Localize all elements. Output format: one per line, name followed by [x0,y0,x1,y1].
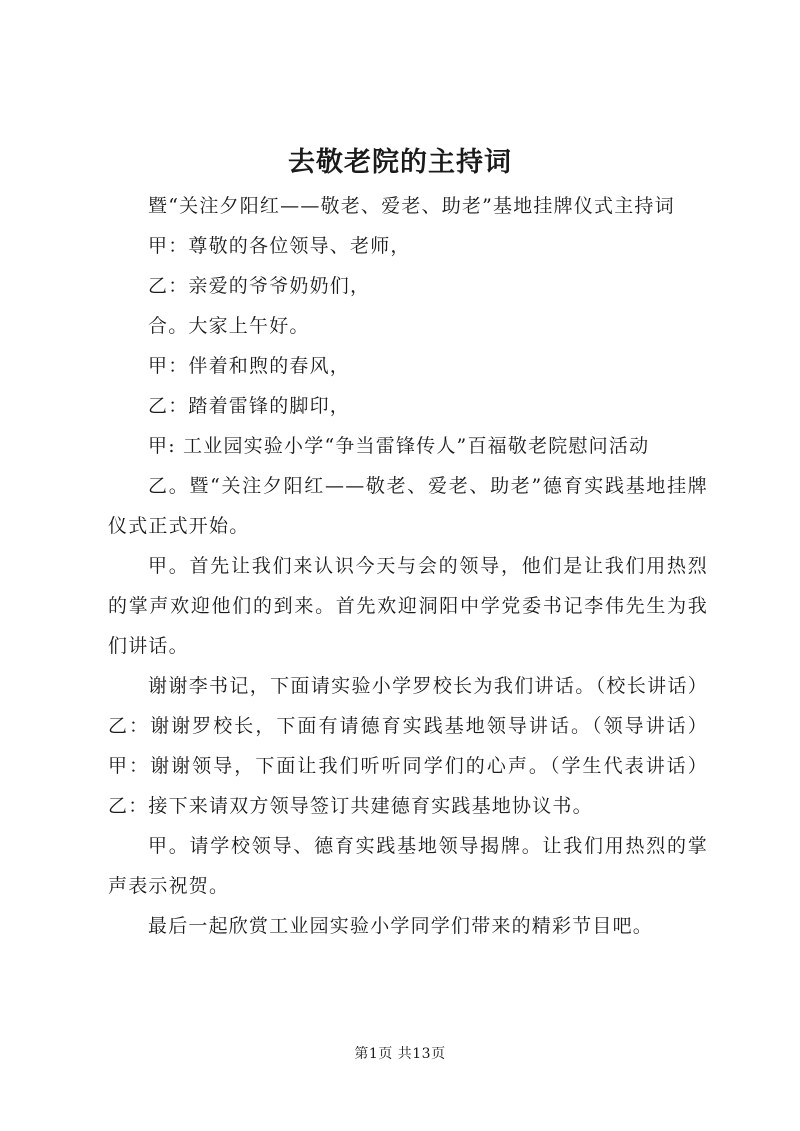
paragraph-greeting-leaders: 甲：尊敬的各位领导、老师， [148,235,411,257]
paragraph-speeches: 谢谢李书记，下面请实验小学罗校长为我们讲话。（校长讲话）乙：谢谢罗校长，下面有请德育实践基地领导讲话。（领导讲话）甲：谢谢领导，下面让我们听听同学们的心声。（学生代表讲话）乙：接下来请双方领导签订共建德育实践基地协议书。 [108,675,708,817]
document-body [108,186,708,946]
paragraph-intro: 暨“关注夕阳红——敬老、爱老、助老”基地挂牌仪式主持词 [148,195,675,217]
paragraph-greeting-elders: 乙：亲爱的爷爷奶奶们， [148,275,371,297]
document-title: 去敬老院的主持词 [288,147,512,178]
paragraph-unveiling: 甲。请学校领导、德育实践基地领导揭牌。让我们用热烈的掌声表示祝贺。 [108,835,708,897]
paragraph-closing: 最后一起欣赏工业园实验小学同学们带来的精彩节目吧。 [148,915,654,937]
paragraph-spring-breeze: 甲：伴着和煦的春风， [148,355,351,377]
paragraph-lei-feng: 乙：踏着雷锋的脚印， [148,395,351,417]
paragraph-good-morning: 合。大家上午好。 [148,315,310,337]
page-number-footer: 第1页 共13页 [354,1046,446,1062]
paragraph-opening: 乙。暨“关注夕阳红——敬老、爱老、助老”德育实践基地挂牌仪式正式开始。 [108,475,708,537]
paragraph-leaders-intro: 甲。首先让我们来认识今天与会的领导，他们是让我们用热烈的掌声欢迎他们的到来。首先欢迎洞阳中学党委书记李伟先生为我们讲话。 [108,555,708,657]
paragraph-activity: 甲: 工业园实验小学“争当雷锋传人”百福敬老院慰问活动 [148,435,650,457]
